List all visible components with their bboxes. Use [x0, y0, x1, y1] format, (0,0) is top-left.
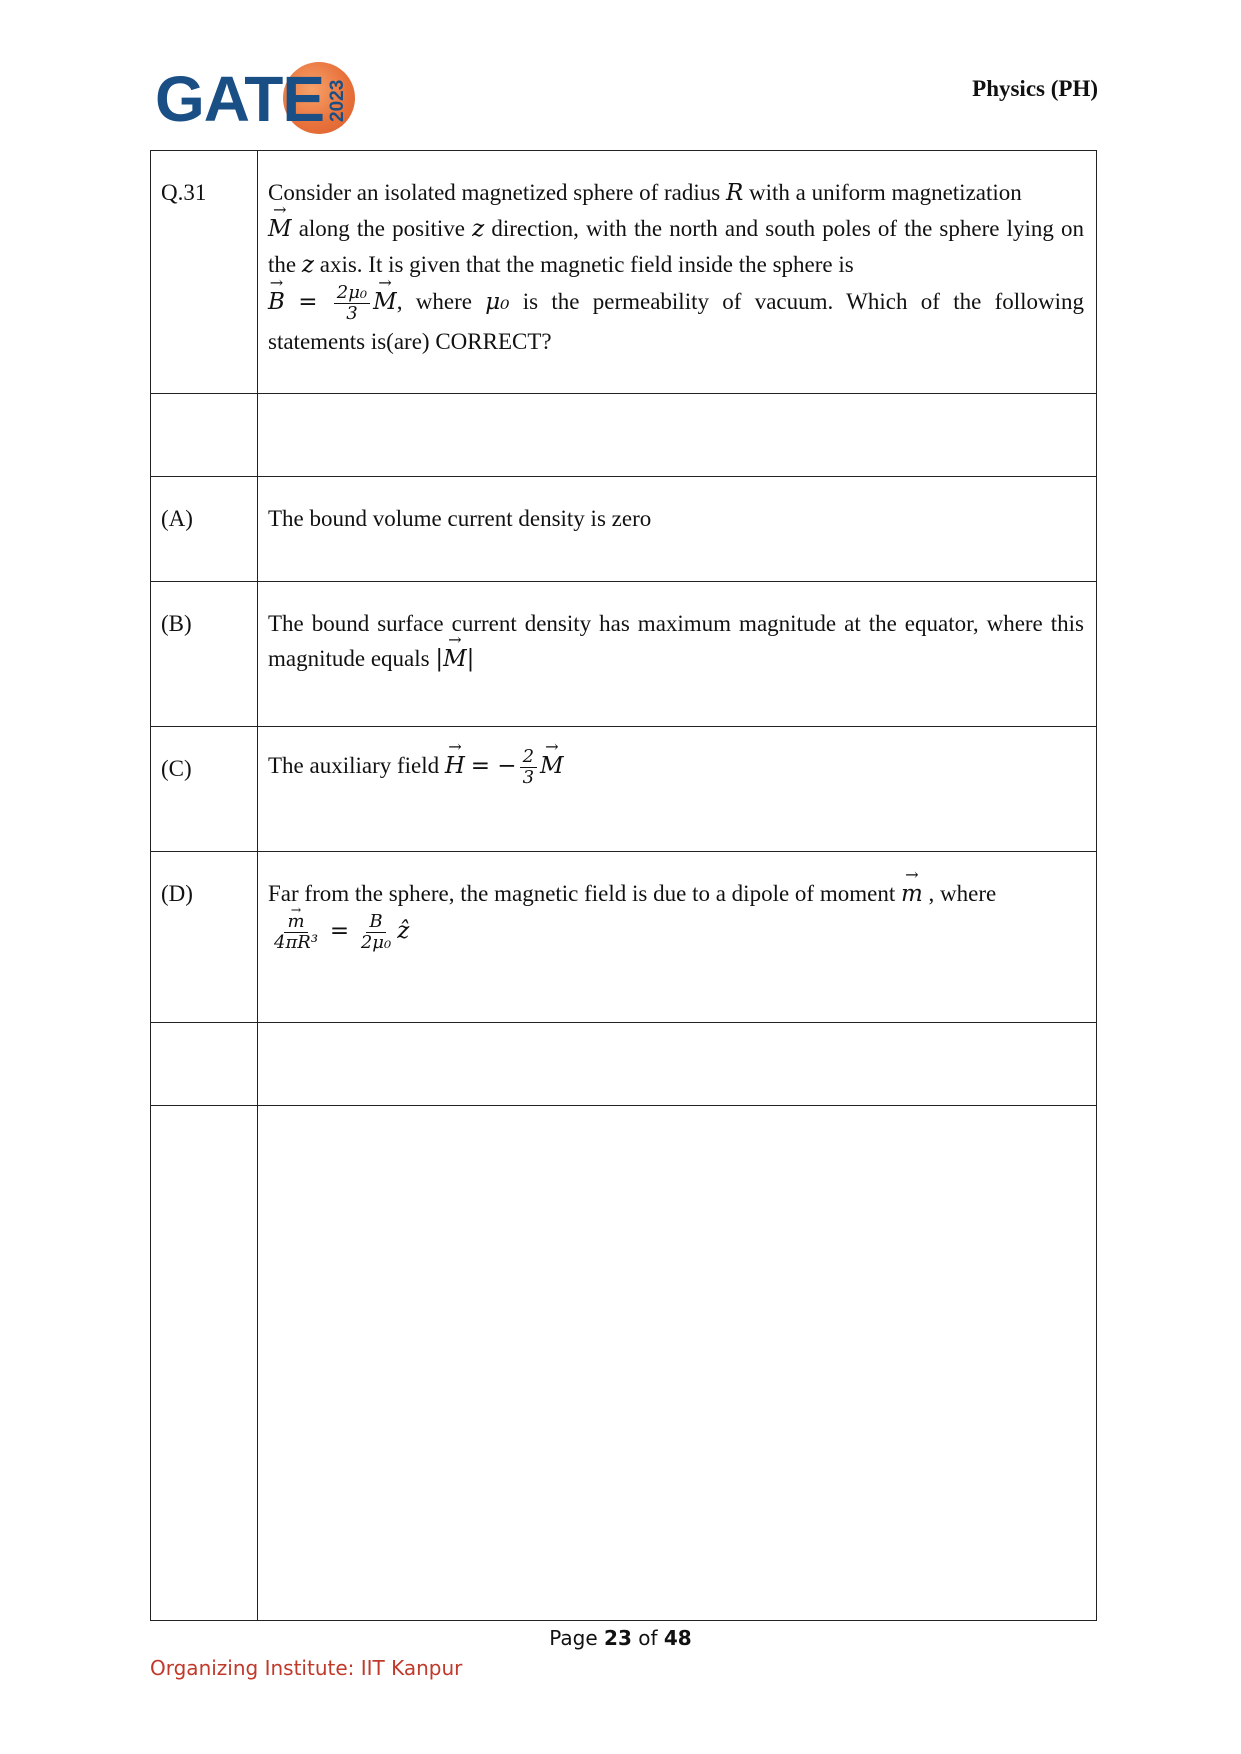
option-text: The bound volume current density is zero — [258, 477, 1097, 582]
empty-row-large — [151, 1106, 1097, 1621]
option-row-d — [151, 852, 1097, 1023]
question-number: Q.31 — [151, 151, 258, 394]
question-row — [151, 151, 1097, 394]
fraction-2mu0-over-3: $\frac{\text{2μ₀}}{3}$ — [334, 283, 370, 324]
option-text: Far from the sphere, the magnetic field is due to a dipole of moment → m , where → $\frac{m}{\text{4πR³}}$ = $\frac{B}{\text{2μ₀}}$ ẑ — [258, 852, 1097, 1023]
option-row-c — [151, 727, 1097, 852]
gate-2023-logo — [155, 58, 365, 140]
vector-B: → B — [268, 285, 285, 320]
option-label: (B) — [151, 582, 258, 727]
question-stem: Consider an isolated magnetized sphere of radius R with a uniform magnetization → M along the positive z direction, with the north and south poles of the sphere lying on the z axis. It is given that the magnetic field inside the sphere is → B = $\frac{\text{2μ₀}}{3}$ → M, where μ₀ is the permeability of vacuum. Which of the following statements is(are) CORRECT? — [258, 151, 1097, 394]
option-text: The bound surface current density has maximum magnitude at the equator, where this magnitude equals |→ M| — [258, 582, 1097, 727]
empty-row — [151, 1023, 1097, 1106]
subject-title: Physics (PH) — [972, 76, 1098, 101]
fraction-2-over-3: $\frac{2}{3}$ — [520, 747, 537, 788]
option-text: The auxiliary field → H = − $\frac{2}{3}$ → M — [258, 727, 1097, 852]
option-label: (D) — [151, 852, 258, 1023]
option-row-b — [151, 582, 1097, 727]
option-label: (C) — [151, 727, 258, 852]
option-label: (A) — [151, 477, 258, 582]
empty-row — [151, 394, 1097, 477]
logo-year: 2023 — [327, 79, 348, 123]
logo-text: GATE — [155, 63, 325, 135]
organizing-institute: Organizing Institute: IIT Kanpur — [150, 1656, 463, 1680]
fraction-m-over-4piR3: → $\frac{m}{\text{4πR³}}$ — [271, 912, 321, 953]
question-table — [150, 150, 1097, 1621]
fraction-B-over-2mu0: $\frac{B}{\text{2μ₀}}$ — [360, 911, 392, 953]
option-row-a — [151, 477, 1097, 582]
vector-M: → M — [268, 212, 292, 247]
page-number: Page 23 of 48 — [549, 1626, 692, 1650]
